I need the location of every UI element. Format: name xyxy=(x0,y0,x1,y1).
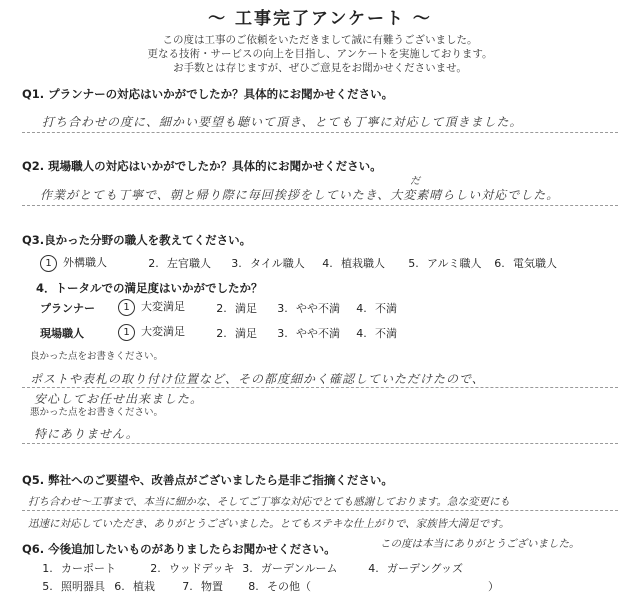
q6-option-6[interactable]: 6. 植栽 xyxy=(114,580,155,593)
q4-craftsman-option-1[interactable]: 1 大変満足 xyxy=(118,323,185,341)
q4-craftsman-option-3[interactable]: 3. やや不満 xyxy=(277,327,340,340)
q2-answer-insert: だ xyxy=(410,176,421,187)
q4-planner-option-2[interactable]: 2. 満足 xyxy=(216,302,257,315)
intro-line-1: この度は工事のご依頼をいただきまして誠に有難うございました。 xyxy=(162,34,478,46)
q4-row-craftsman-label: 現場職人 xyxy=(40,327,84,340)
q3-option-4[interactable]: 4. 植栽職人 xyxy=(322,257,385,270)
q4-row-planner-label: プランナー xyxy=(40,302,95,315)
q3-question: Q3.良かった分野の職人を教えてください。 xyxy=(22,233,252,247)
q4-good-line-1 xyxy=(22,387,618,388)
q2-answer-line xyxy=(22,205,618,206)
q6-option-2[interactable]: 2. ウッドデッキ xyxy=(150,562,235,575)
q2-answer: 作業がとても丁寧で、朝と帰り際に毎回挨拶をしていたき、大変素晴らしい対応でした。 xyxy=(40,188,560,202)
q6-option-8[interactable]: 8. その他（ xyxy=(248,580,311,593)
q4-bad-label: 悪かった点をお書きください。 xyxy=(30,407,164,418)
q2-question: Q2. 現場職人の対応はいかがでしたか？具体的にお聞かせください。 xyxy=(22,159,382,173)
q3-option-2[interactable]: 2. 左官職人 xyxy=(148,257,211,270)
q6-question: Q6. 今後追加したいものがありましたらお聞かせください。 xyxy=(22,542,336,556)
q5-answer-1: 打ち合わせ〜工事まで、本当に細かな、そしてご丁寧な対応でとても感謝しております。急な変更にも xyxy=(28,496,510,508)
q3-option-6[interactable]: 6. 電気職人 xyxy=(494,257,557,270)
intro-line-3: お手数とは存じますが、ぜひご意見をお聞かせくださいませ。 xyxy=(173,62,467,74)
q1-answer: 打ち合わせの度に、細かい要望も聴いて頂き、とても丁寧に対応して頂きました。 xyxy=(42,115,523,129)
q6-other-close: ） xyxy=(488,580,499,593)
q6-option-5[interactable]: 5. 照明器具 xyxy=(42,580,105,593)
q1-answer-line xyxy=(22,132,618,133)
q3-option-1[interactable]: 1 外構職人 xyxy=(40,254,107,272)
q6-option-3[interactable]: 3. ガーデンルーム xyxy=(242,562,338,575)
q4-planner-option-4[interactable]: 4. 不満 xyxy=(356,302,397,315)
q4-bad-line xyxy=(22,443,618,444)
intro-line-2: 更なる技術・サービスの向上を目指し、アンケートを実施しております。 xyxy=(147,48,493,60)
q4-craftsman-option-2[interactable]: 2. 満足 xyxy=(216,327,257,340)
q3-option-5[interactable]: 5. アルミ職人 xyxy=(408,257,482,270)
page-title: 〜 工事完了アンケート 〜 xyxy=(208,9,432,29)
q5-answer-2: 迅速に対応していただき、ありがとうございました。とてもステキな仕上がりで、家族皆大満足です。 xyxy=(28,518,510,530)
q6-option-4[interactable]: 4. ガーデングッズ xyxy=(368,562,464,575)
q4-planner-option-3[interactable]: 3. やや不満 xyxy=(277,302,340,315)
q3-option-3[interactable]: 3. タイル職人 xyxy=(231,257,305,270)
q5-answer-line-1 xyxy=(22,510,618,511)
q4-planner-selected-mark: 1 xyxy=(118,299,135,316)
q4-good-label: 良かった点をお書きください。 xyxy=(30,351,164,362)
q4-question: 4．トータルでの満足度はいかがでしたか？ xyxy=(36,281,263,295)
q6-option-1[interactable]: 1. カーポート xyxy=(42,562,116,575)
q1-question: Q1. プランナーの対応はいかがでしたか？具体的にお聞かせください。 xyxy=(22,87,394,101)
q4-planner-option-1[interactable]: 1 大変満足 xyxy=(118,298,185,316)
q4-bad-answer: 特にありません。 xyxy=(34,427,139,441)
q5-answer-3: この度は本当にありがとうございました。 xyxy=(380,538,580,550)
q6-option-7[interactable]: 7. 物置 xyxy=(182,580,223,593)
q5-question: Q5. 弊社へのご要望や、改善点がございましたら是非ご指摘ください。 xyxy=(22,473,393,487)
q4-good-answer-2: 安心してお任せ出来ました。 xyxy=(34,392,204,406)
q4-good-answer-1: ポストや表札の取り付け位置など、その都度細かく確認していただけたので、 xyxy=(30,372,485,386)
q3-selected-mark: 1 xyxy=(40,255,57,272)
q4-craftsman-option-4[interactable]: 4. 不満 xyxy=(356,327,397,340)
q4-craftsman-selected-mark: 1 xyxy=(118,324,135,341)
